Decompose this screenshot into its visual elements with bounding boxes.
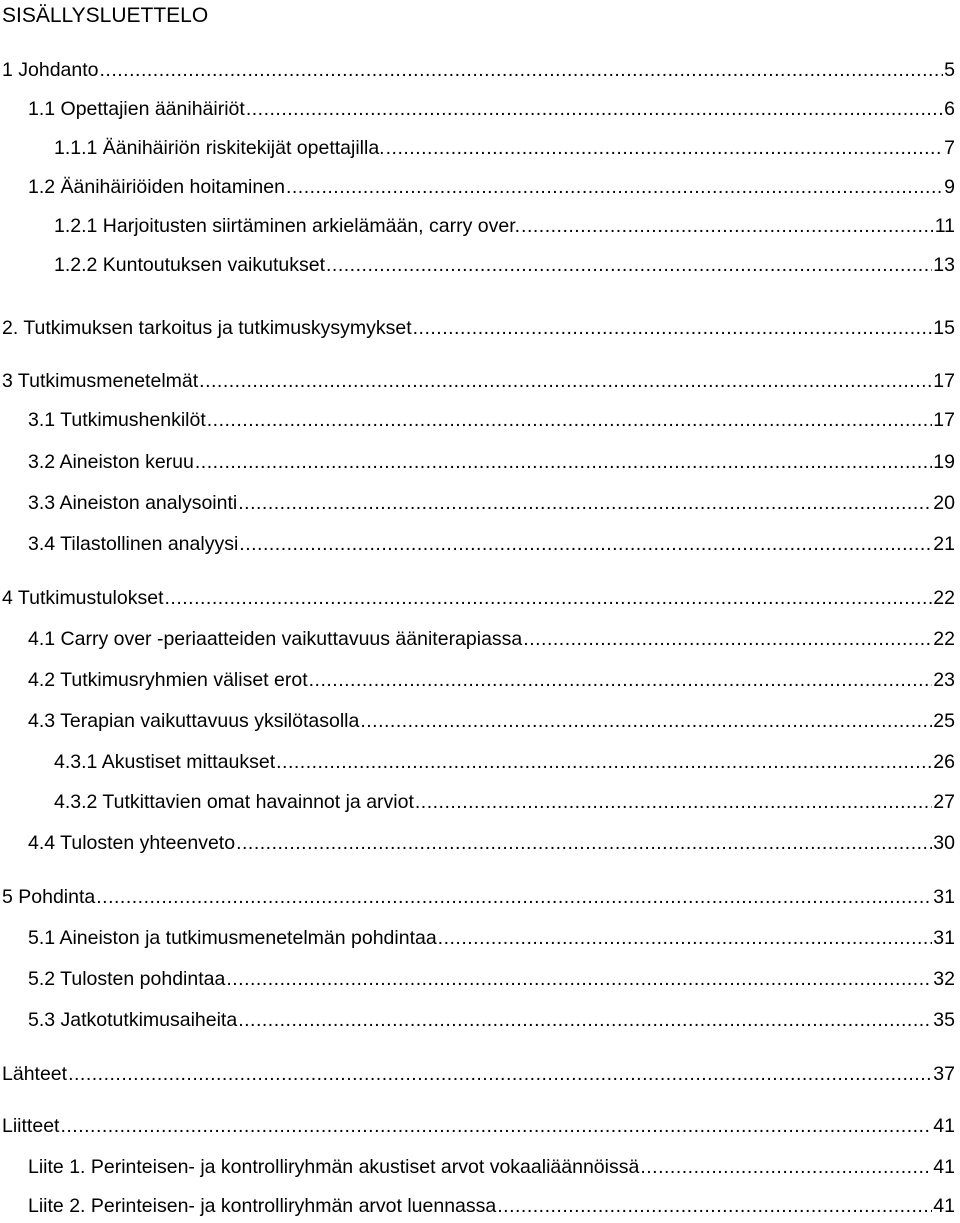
toc-dot-leader xyxy=(60,1111,932,1141)
toc-entry xyxy=(2,366,955,396)
toc-entry-page: 9 xyxy=(944,176,955,198)
toc-entry-label: 4.2 Tutkimusryhmien väliset erot xyxy=(28,669,308,691)
toc-entry-label: 4 Tutkimustulokset xyxy=(2,587,164,609)
toc-dot-leader xyxy=(96,882,932,912)
toc-entry-label: 4.3.1 Akustiset mittaukset xyxy=(54,751,276,773)
toc-dot-leader xyxy=(360,706,932,736)
toc-dot-leader xyxy=(276,747,932,777)
toc-dot-leader xyxy=(286,172,943,202)
toc-entry-page: 30 xyxy=(933,832,955,854)
toc-dot-leader xyxy=(100,55,944,85)
toc-dot-leader xyxy=(238,488,932,518)
toc-entry-label: 1 Johdanto xyxy=(2,59,99,81)
toc-entry-page: 23 xyxy=(933,669,955,691)
toc-entry-label: Liitteet xyxy=(2,1115,60,1137)
toc-entry xyxy=(2,583,955,613)
toc-dot-leader xyxy=(195,447,932,477)
toc-entry-label: 4.1 Carry over -periaatteiden vaikuttavuus ääniterapiassa xyxy=(28,628,523,650)
toc-entry-page: 15 xyxy=(933,317,955,339)
toc-entry-label: 1.2.1 Harjoitusten siirtäminen arkielämään, carry over. xyxy=(54,215,521,237)
toc-entry xyxy=(28,706,955,736)
toc-dot-leader xyxy=(438,923,933,953)
toc-entry-page: 32 xyxy=(933,968,955,990)
toc-dot-leader xyxy=(238,1005,932,1035)
toc-entry-page: 20 xyxy=(933,492,955,514)
toc-entry xyxy=(28,405,955,435)
toc-entry-label: Lähteet xyxy=(2,1063,68,1085)
toc-entry-page: 37 xyxy=(933,1063,955,1085)
toc-dot-leader xyxy=(239,529,932,559)
toc-entry xyxy=(28,447,955,477)
toc-dot-leader xyxy=(523,624,932,654)
toc-dot-leader xyxy=(246,94,943,124)
toc-entry xyxy=(28,488,955,518)
toc-dot-leader xyxy=(226,964,932,994)
toc-entry xyxy=(54,211,955,241)
toc-dot-leader xyxy=(415,787,932,817)
toc-entry xyxy=(54,747,955,777)
toc-dot-leader xyxy=(164,583,932,613)
toc-entry-page: 41 xyxy=(933,1115,955,1137)
toc-entry-label: 5.1 Aineiston ja tutkimusmenetelmän pohdintaa xyxy=(28,927,437,949)
toc-entry-page: 35 xyxy=(933,1009,955,1031)
toc-entry-page: 11 xyxy=(934,215,955,237)
toc-dot-leader xyxy=(413,313,933,343)
toc-entry-page: 17 xyxy=(933,370,955,392)
toc-entry xyxy=(28,923,955,953)
toc-dot-leader xyxy=(309,665,933,695)
toc-entry-page: 26 xyxy=(933,751,955,773)
toc-entry-label: 1.1.1 Äänihäiriön riskitekijät opettajilla. xyxy=(54,137,385,159)
toc-entry-label: 5.2 Tulosten pohdintaa xyxy=(28,968,226,990)
toc-entry xyxy=(28,1191,955,1221)
toc-entry-page: 17 xyxy=(933,409,955,431)
toc-dot-leader xyxy=(386,133,944,163)
toc-entry xyxy=(28,1152,955,1182)
toc-dot-leader xyxy=(68,1059,932,1089)
toc-entry xyxy=(28,828,955,858)
toc-entry-page: 41 xyxy=(933,1195,955,1217)
toc-entry xyxy=(2,1111,955,1141)
toc-entry-label: 3.2 Aineiston keruu xyxy=(28,451,194,473)
toc-entry xyxy=(2,55,955,85)
toc-entry xyxy=(28,665,955,695)
toc-dot-leader xyxy=(207,405,933,435)
toc-entry-label: Liite 2. Perinteisen- ja kontrolliryhmän arvot luennassa xyxy=(28,1195,497,1217)
toc-entry-label: 4.3 Terapian vaikuttavuus yksilötasolla xyxy=(28,710,360,732)
toc-entry-page: 6 xyxy=(944,98,955,120)
toc-entry-label: 4.4 Tulosten yhteenveto xyxy=(28,832,236,854)
toc-entry xyxy=(28,1005,955,1035)
toc-dot-leader xyxy=(199,366,932,396)
toc-entry-page: 41 xyxy=(933,1156,955,1178)
toc-entry-label: 1.2 Äänihäiriöiden hoitaminen xyxy=(28,176,285,198)
toc-entry-page: 13 xyxy=(933,254,955,276)
toc-entry xyxy=(2,882,955,912)
toc-entry-page: 22 xyxy=(933,587,955,609)
toc-dot-leader xyxy=(521,211,934,241)
toc-entry-label: Liite 1. Perinteisen- ja kontrolliryhmän akustiset arvot vokaaliäännöissä xyxy=(28,1156,640,1178)
toc-entry-label: 1.2.2 Kuntoutuksen vaikutukset xyxy=(54,254,326,276)
toc-entry-page: 25 xyxy=(933,710,955,732)
toc-entry-label: 1.1 Opettajien äänihäiriöt xyxy=(28,98,245,120)
toc-entry xyxy=(54,250,955,280)
toc-entry-page: 27 xyxy=(933,791,955,813)
toc-entry xyxy=(54,787,955,817)
toc-dot-leader xyxy=(640,1152,932,1182)
toc-entry-page: 21 xyxy=(933,533,955,555)
toc-entry xyxy=(2,1059,955,1089)
toc-entry-label: 5 Pohdinta xyxy=(2,886,96,908)
toc-entry-label: 2. Tutkimuksen tarkoitus ja tutkimuskysymykset xyxy=(2,317,412,339)
toc-entry-label: 3 Tutkimusmenetelmät xyxy=(2,370,199,392)
toc-entry-label: 5.3 Jatkotutkimusaiheita xyxy=(28,1009,238,1031)
toc-entry-page: 19 xyxy=(933,451,955,473)
toc-entry-label: 3.1 Tutkimushenkilöt xyxy=(28,409,206,431)
toc-dot-leader xyxy=(497,1191,932,1221)
toc-entry-label: 3.4 Tilastollinen analyysi xyxy=(28,533,239,555)
toc-entry xyxy=(28,624,955,654)
toc-entry-page: 31 xyxy=(933,927,955,949)
toc-entry-page: 31 xyxy=(933,886,955,908)
document-title: SISÄLLYSLUETTELO xyxy=(2,4,209,27)
toc-entry-page: 7 xyxy=(944,137,955,159)
toc-entry xyxy=(28,172,955,202)
toc-entry-page: 22 xyxy=(933,628,955,650)
toc-entry xyxy=(54,133,955,163)
toc-dot-leader xyxy=(326,250,932,280)
toc-entry-label: 4.3.2 Tutkittavien omat havainnot ja arviot xyxy=(54,791,414,813)
toc-entry xyxy=(2,313,955,343)
toc-entry-label: 3.3 Aineiston analysointi xyxy=(28,492,238,514)
toc-entry xyxy=(28,94,955,124)
toc-entry xyxy=(28,529,955,559)
toc-entry xyxy=(28,964,955,994)
toc-dot-leader xyxy=(236,828,932,858)
toc-entry-page: 5 xyxy=(944,59,955,81)
